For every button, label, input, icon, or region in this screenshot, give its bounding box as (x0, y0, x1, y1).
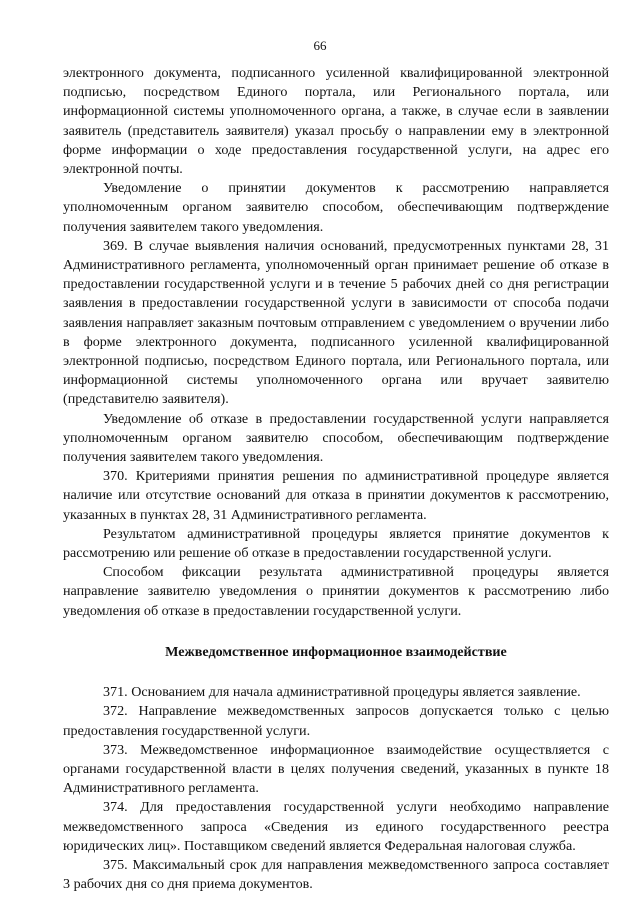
paragraph: 372. Направление межведомственных запросов допускается только с целью предоставления государственной услуги. (63, 703, 609, 739)
section-heading: Межведомственное информационное взаимодействие (165, 643, 507, 660)
paragraph: 373. Межведомственное информационное взаимодействие осуществляется с органами государственной власти в целях получения сведений, указанных в пункте 18 Административного регламента. (63, 741, 609, 797)
paragraph: 370. Критериями принятия решения по административной процедуре является наличие или отсутствие оснований для отказа в принятии документов к рассмотрению, указанных в пунктах 28, 31 Административного регламента. (63, 468, 609, 523)
paragraph: электронного документа, подписанного усиленной квалифицированной электронной подписью, посредством Единого портала, или Регионального портала, или информационной системы уполномоченного органа, а также, в случае если в заявлении заявитель (представитель заявителя) указал просьбу о направлении ему в электронной форме информации о ходе предоставления государственной услуги, на адрес его электронной почты. (63, 65, 609, 178)
paragraph: Уведомление о принятии документов к рассмотрению направляется уполномоченным органом заявителю способом, обеспечивающим подтверждение получения заявителем такого уведомления. (63, 180, 609, 235)
document-body (63, 64, 609, 894)
paragraph: 369. В случае выявления наличия оснований, предусмотренных пунктами 28, 31 Административного регламента, уполномоченный орган принимает решение об отказе в предоставлении государственной услуги и в течение 5 рабочих дней со дня регистрации заявления в предоставлении государственной услуги в зависимости от способа подачи заявления направляет заказным почтовым отправлением с уведомлением о вручении либо в форме электронного документа, подписанного усиленной квалифицированной электронной подписью, посредством Единого портала, или Регионального портала, или информационной системы уполномоченного органа или вручает заявителю (представителю заявителя). (63, 237, 609, 408)
paragraph: 371. Основанием для начала административной процедуры является заявление. (103, 684, 581, 701)
paragraph: Уведомление об отказе в предоставлении государственной услуги направляется уполномоченным органом заявителю способом, обеспечивающим подтверждение получения заявителем такого уведомления. (63, 410, 609, 466)
paragraph: 374. Для предоставления государственной услуги необходимо направление межведомственного запроса «Сведения из единого государственного реестра юридических лиц». Поставщиком сведений является Федеральная налоговая служба. (63, 799, 609, 854)
paragraph: Способом фиксации результата административной процедуры является направление заявителю уведомления о принятии документов к рассмотрению либо уведомления об отказе в предоставлении государственной услуги. (63, 564, 609, 619)
paragraph: Результатом административной процедуры является принятие документов к рассмотрению или решение об отказе в предоставлении государственной услуги. (63, 525, 609, 562)
page-number: 66 (313, 38, 327, 53)
paragraph: 375. Максимальный срок для направления межведомственного запроса составляет 3 рабочих дня со дня приема документов. (63, 856, 609, 893)
